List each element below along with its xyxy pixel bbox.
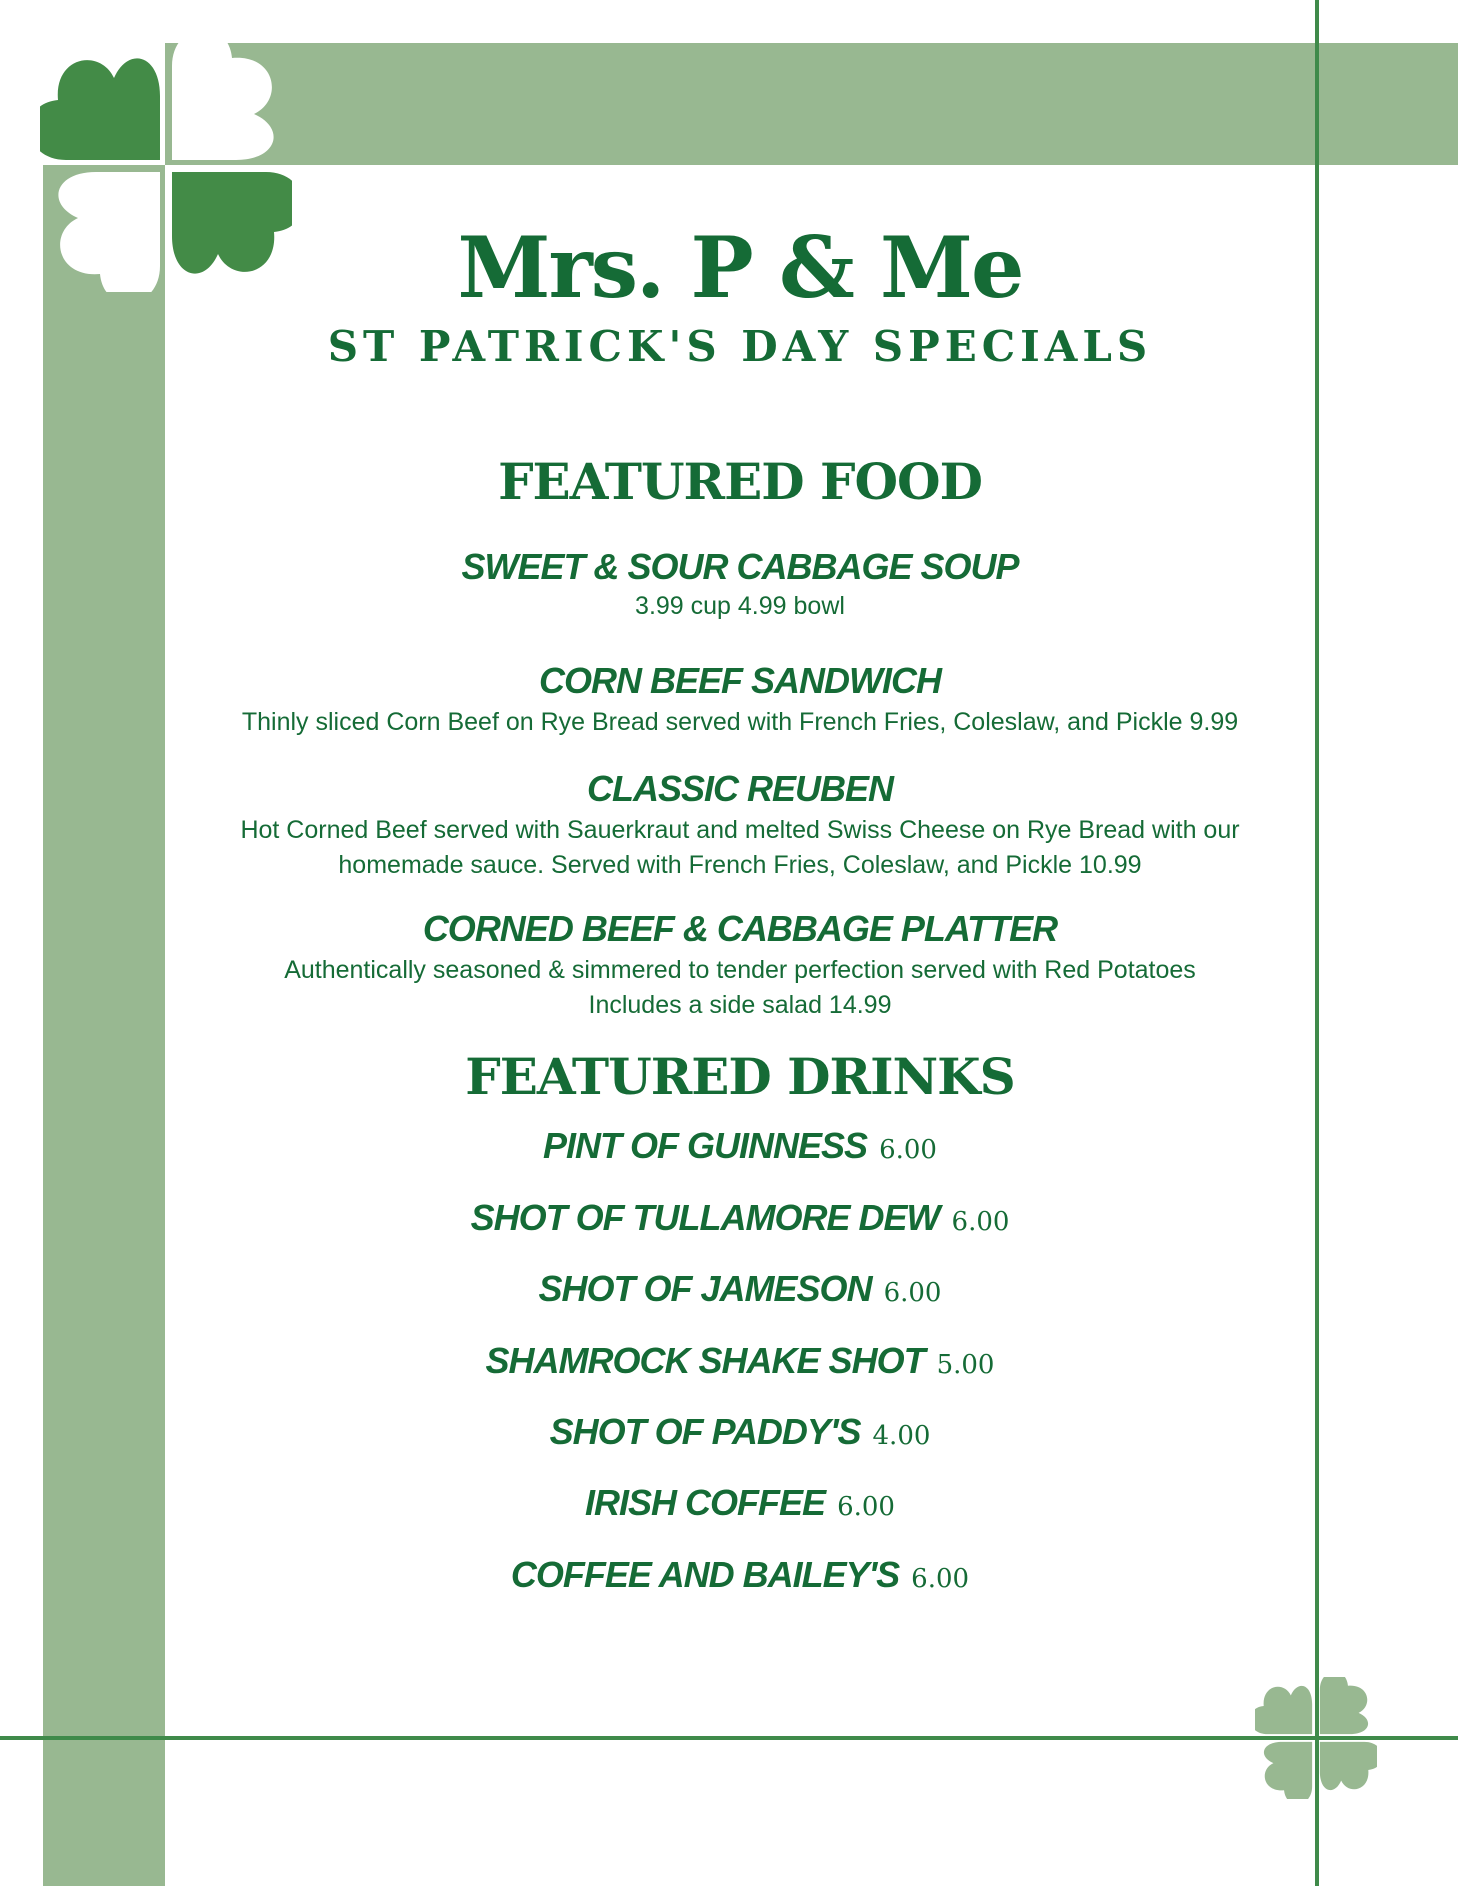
food-item-description-line2: homemade sauce. Served with French Fries, Coleslaw, and Pickle 10.99 — [338, 851, 1142, 879]
drink-name: SHOT OF TULLAMORE DEW — [470, 1197, 940, 1238]
food-item-name: CORN BEEF SANDWICH — [539, 660, 941, 701]
menu-subtitle: ST PATRICK'S DAY SPECIALS — [327, 322, 1153, 371]
drink-price: 6.00 — [879, 1135, 937, 1165]
bottom-border-line — [0, 1736, 1458, 1740]
top-border-band — [165, 43, 1458, 165]
drink-price: 6.00 — [951, 1207, 1010, 1237]
left-border-band — [43, 165, 165, 1886]
drink-item — [165, 1197, 1315, 1239]
food-item-name: CLASSIC REUBEN — [586, 768, 894, 809]
food-item-description: 3.99 cup 4.99 bowl — [635, 592, 845, 620]
drink-item — [165, 1482, 1315, 1524]
drink-price: 6.00 — [911, 1564, 970, 1594]
drink-name: COFFEE AND BAILEY'S — [510, 1554, 900, 1595]
drink-name: SHAMROCK SHAKE SHOT — [485, 1340, 925, 1381]
drink-item — [165, 1125, 1315, 1167]
right-border-line — [1315, 0, 1319, 1886]
featured-drinks-heading: FEATURED DRINKS — [465, 1047, 1015, 1106]
drink-price: 6.00 — [883, 1278, 942, 1308]
food-item-name: CORNED BEEF & CABBAGE PLATTER — [422, 908, 1058, 949]
small-four-leaf-clover-icon — [1255, 1677, 1377, 1799]
drink-price: 5.00 — [936, 1350, 995, 1380]
drink-price: 4.00 — [872, 1421, 931, 1451]
drink-item — [165, 1411, 1315, 1453]
food-item-name: SWEET & SOUR CABBAGE SOUP — [461, 546, 1019, 587]
drink-name: IRISH COFFEE — [585, 1482, 826, 1523]
featured-food-heading: FEATURED FOOD — [498, 452, 982, 511]
food-item-description-line1: Authentically seasoned & simmered to tender perfection served with Red Potatoes — [284, 956, 1196, 984]
drink-name: PINT OF GUINNESS — [543, 1125, 868, 1166]
restaurant-title: Mrs. P & Me — [457, 218, 1023, 317]
drink-item — [165, 1340, 1315, 1382]
drink-price: 6.00 — [837, 1492, 895, 1522]
food-item-description: Thinly sliced Corn Beef on Rye Bread served with French Fries, Coleslaw, and Pickle 9.99 — [241, 708, 1239, 736]
drink-name: SHOT OF JAMESON — [538, 1268, 872, 1309]
food-item-description-line2: Includes a side salad 14.99 — [588, 991, 892, 1019]
drink-name: SHOT OF PADDY'S — [549, 1411, 861, 1452]
food-item-description-line1: Hot Corned Beef served with Sauerkraut and melted Swiss Cheese on Rye Bread with our — [240, 816, 1240, 844]
drink-item — [165, 1554, 1315, 1596]
drink-item — [165, 1268, 1315, 1310]
